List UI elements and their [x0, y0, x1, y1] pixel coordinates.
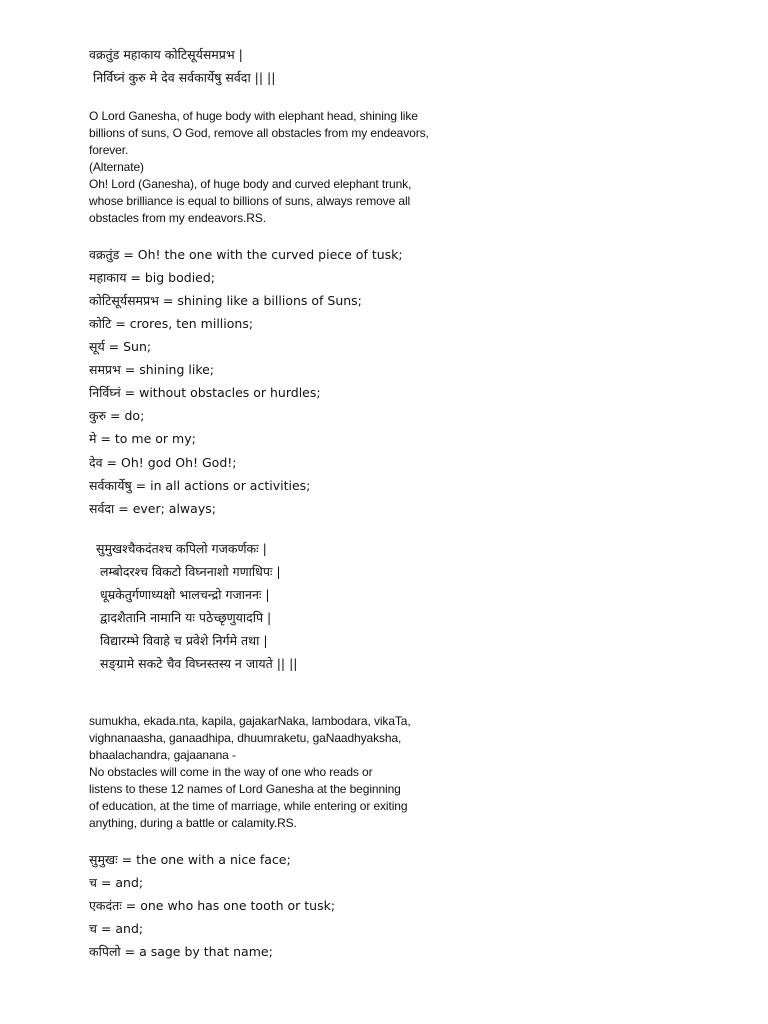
glossary1-entry: महाकाय = big bodied;: [89, 270, 215, 285]
glossary1-entry: सूर्य = Sun;: [89, 339, 152, 354]
translation2-line: vighnanaasha, ganaadhipa, dhuumraketu, gaNaadhyaksha,: [89, 731, 402, 745]
translation2-line: listens to these 12 names of Lord Ganesha at the beginning: [89, 782, 401, 796]
glossary2-entry: सुमुखः = the one with a nice face;: [89, 852, 291, 867]
mantra1-line2: निर्विघ्नं कुरु मे देव सर्वकार्येषु सर्वदा || ||: [93, 70, 276, 85]
glossary2-entry: च = and;: [89, 875, 144, 890]
translation2-line: sumukha, ekada.nta, kapila, gajakarNaka, lambodara, vikaTa,: [89, 714, 411, 728]
glossary1-entry: कोटिसूर्यसमप्रभ = shining like a billions of Suns;: [89, 293, 362, 308]
translation1-line: (Alternate): [89, 160, 144, 174]
translation1-line: whose brilliance is equal to billions of suns, always remove all: [89, 194, 411, 208]
translation1-line: obstacles from my endeavors.RS.: [89, 211, 266, 225]
mantra2-line: विद्यारम्भे विवाहे च प्रवेशे निर्गमे तथा |: [100, 633, 268, 648]
glossary1-entry: देव = Oh! god Oh! God!;: [89, 455, 237, 470]
glossary1-entry: वक्रतुंड = Oh! the one with the curved piece of tusk;: [89, 247, 403, 262]
mantra2-line: द्वादशैतानि नामानि यः पठेच्छृणुयादपि |: [100, 610, 272, 625]
mantra1-line1: वक्रतुंड महाकाय कोटिसूर्यसमप्रभ |: [89, 47, 243, 62]
translation1-line: Oh! Lord (Ganesha), of huge body and curved elephant trunk,: [89, 177, 412, 191]
glossary1-entry: निर्विघ्नं = without obstacles or hurdles;: [89, 385, 321, 400]
glossary2-entry: च = and;: [89, 921, 144, 936]
mantra2-line: धूम्रकेतुर्गणाध्यक्षो भालचन्द्रो गजाननः |: [100, 587, 270, 602]
glossary1-entry: समप्रभ = shining like;: [89, 362, 215, 377]
translation2-line: bhaalachandra, gajaanana -: [89, 748, 236, 762]
translation2-line: No obstacles will come in the way of one who reads or: [89, 765, 373, 779]
glossary2-entry: एकदंतः = one who has one tooth or tusk;: [89, 898, 336, 913]
glossary1-entry: सर्वकार्येषु = in all actions or activities;: [89, 478, 311, 493]
translation2-line: anything, during a battle or calamity.RS.: [89, 816, 297, 830]
glossary2-entry: कपिलो = a sage by that name;: [89, 944, 273, 959]
translation1-line: billions of suns, O God, remove all obstacles from my endeavors,: [89, 126, 429, 140]
translation1-line: O Lord Ganesha, of huge body with elephant head, shining like: [89, 109, 418, 123]
translation2-line: of education, at the time of marriage, while entering or exiting: [89, 799, 408, 813]
glossary1-entry: सर्वदा = ever; always;: [89, 501, 216, 516]
translation1-line: forever.: [89, 143, 129, 157]
glossary1-entry: कुरु = do;: [89, 408, 145, 423]
glossary1-entry: कोटि = crores, ten millions;: [89, 316, 254, 331]
glossary1-entry: मे = to me or my;: [89, 431, 196, 446]
mantra2-line: लम्बोदरश्च विकटो विघ्ननाशो गणाधिपः |: [100, 564, 281, 579]
mantra2-line: सङ्ग्रामे सकटे चैव विघ्नस्तस्य न जायते || ||: [100, 656, 298, 671]
mantra2-line: सुमुखश्चैकदंतश्च कपिलो गजकर्णकः |: [96, 541, 267, 556]
